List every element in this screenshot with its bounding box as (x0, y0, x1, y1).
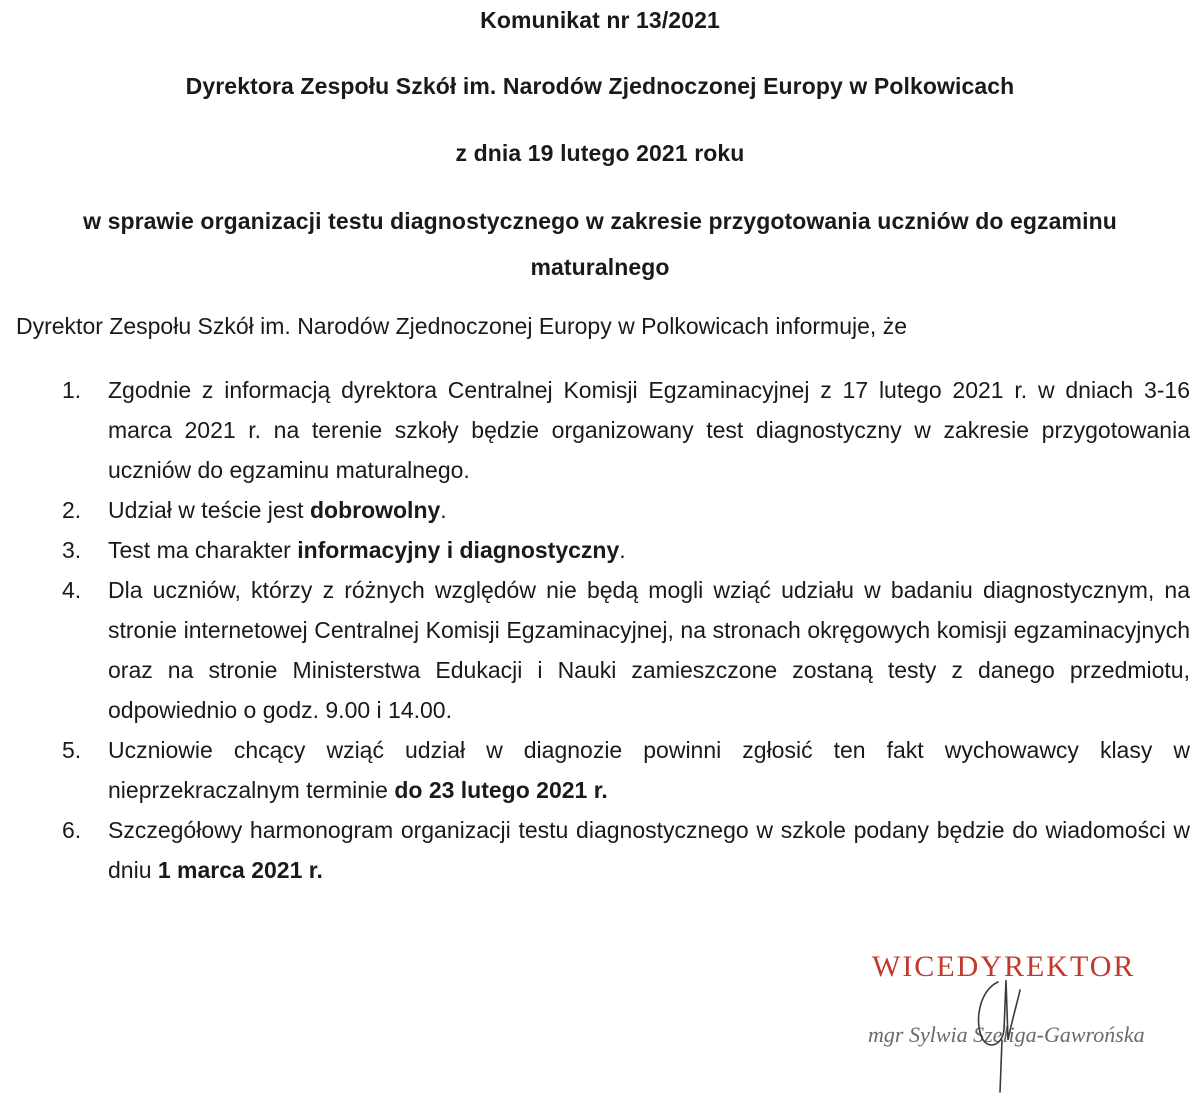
list-item-text: Udział w teście jest (108, 497, 310, 523)
list-item-number: 1. (62, 377, 82, 403)
announcement-number: Komunikat nr 13/2021 (480, 7, 720, 33)
announcement-date: z dnia 19 lutego 2021 roku (455, 140, 745, 166)
list-item-text-end: . (619, 537, 626, 563)
list-item-1 (0, 370, 1200, 490)
list-item-2 (0, 490, 1200, 530)
list-item-text: Dla uczniów, którzy z różnych względów nie będą mogli wziąć udziału w badaniu diagnostycznym, na stronie internetowej Centralnej Komisji Egzaminacyjnej, na stronach okręgowych komisji egzaminacyjnych oraz na stronie Ministerstwa Edukacji i Nauki zamieszczone zostaną testy z danego przedmiotu, odpowiednio o godz. 9.00 i 14.00. (108, 577, 1190, 723)
announcement-subject: w sprawie organizacji testu diagnostycznego w zakresie przygotowania uczniów do egzaminu maturalnego (83, 208, 1117, 280)
signature-stamp (820, 940, 1180, 1100)
intro-paragraph: Dyrektor Zespołu Szkół im. Narodów Zjednoczonej Europy w Polkowicach informuje, że (16, 313, 907, 339)
list-item-emphasis: 1 marca 2021 r. (157, 857, 323, 883)
list-item-emphasis: do 23 lutego 2021 r. (394, 777, 608, 803)
list-item-number: 2. (62, 497, 82, 523)
list-item-3 (0, 530, 1200, 570)
list-item-5 (0, 730, 1200, 810)
list-item-4 (0, 570, 1200, 730)
list-item-number: 6. (62, 817, 82, 843)
list-item-text: Test ma charakter (108, 537, 298, 563)
list-item-number: 3. (62, 537, 82, 563)
list-item-number: 5. (62, 737, 82, 763)
announcement-list (0, 370, 1200, 890)
list-item-text-end: . (440, 497, 447, 523)
list-item-6 (0, 810, 1200, 890)
stamp-title: WICEDYREKTOR (872, 950, 1136, 983)
list-item-text: Szczegółowy harmonogram organizacji testu diagnostycznego w szkole podany będzie do wiadomości w dniu (108, 817, 1190, 883)
list-item-emphasis: dobrowolny (309, 497, 441, 523)
announcement-issuer: Dyrektora Zespołu Szkół im. Narodów Zjednoczonej Europy w Polkowicach (185, 73, 1015, 99)
handwritten-signature (960, 960, 1050, 1100)
stamp-name: mgr Sylwia Szeliga-Gawrońska (868, 1022, 1145, 1047)
list-item-emphasis: informacyjny i diagnostyczny (297, 537, 620, 563)
list-item-number: 4. (62, 577, 82, 603)
list-item-text: Uczniowie chcący wziąć udział w diagnozie powinni zgłosić ten fakt wychowawcy klasy w nieprzekraczalnym terminie (108, 737, 1190, 803)
list-item-text: Zgodnie z informacją dyrektora Centralnej Komisji Egzaminacyjnej z 17 lutego 2021 r. w dniach 3-16 marca 2021 r. na terenie szkoły będzie organizowany test diagnostyczny w zakresie przygotowania uczniów do egzaminu maturalnego. (108, 377, 1190, 483)
